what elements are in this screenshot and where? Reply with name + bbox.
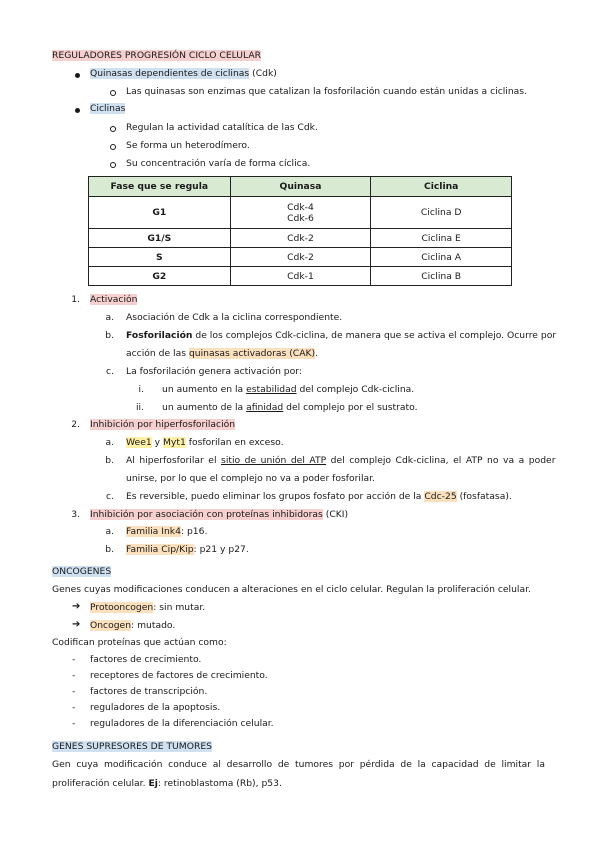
table-cell-ciclina: Ciclina E bbox=[371, 229, 512, 248]
highlight-myt1: Myt1 bbox=[162, 437, 186, 448]
sub-bullet-circle bbox=[110, 126, 116, 132]
bullet-dot bbox=[75, 108, 80, 113]
bold-term: Fosforilación bbox=[126, 330, 193, 341]
table-row bbox=[89, 248, 512, 267]
table-cell-fase: S bbox=[89, 248, 231, 267]
list-letter: a. bbox=[105, 526, 114, 537]
text-run: (CKI) bbox=[322, 509, 349, 520]
highlight-cak: quinasas activadoras (CAK) bbox=[188, 348, 316, 359]
bullet-dot bbox=[75, 73, 80, 78]
sub-bullet-text: Se forma un heterodímero. bbox=[126, 140, 250, 151]
dash-icon: - bbox=[72, 670, 76, 681]
list-text bbox=[162, 384, 414, 395]
text-run: y bbox=[151, 437, 163, 448]
dash-icon: - bbox=[72, 686, 76, 697]
table-header: Ciclina bbox=[371, 177, 512, 197]
supresores-text bbox=[52, 755, 545, 793]
list-letter: b. bbox=[105, 455, 114, 466]
text-run: (fosfatasa). bbox=[456, 491, 512, 502]
sub-bullet-circle bbox=[110, 162, 116, 168]
list-roman: i. bbox=[138, 384, 144, 395]
table-cell-quinasa: Cdk-2 bbox=[230, 229, 371, 248]
table-header: Fase que se regula bbox=[89, 177, 231, 197]
list-letter: c. bbox=[106, 366, 114, 377]
bullet-ciclinas-label: Ciclinas bbox=[90, 103, 126, 114]
list-text-cont bbox=[126, 348, 318, 359]
table-cell-quinasa: Cdk-1 bbox=[230, 267, 371, 286]
text-run: acción de las bbox=[126, 348, 189, 359]
list-text bbox=[126, 544, 249, 555]
arrow-icon: ➔ bbox=[72, 619, 81, 630]
text-run: Es reversible, puedo eliminar los grupos fosfato por acción de la bbox=[126, 491, 425, 502]
text-run: del complejo Cdk-ciclina. bbox=[296, 384, 415, 395]
sub-bullet-text: Las quinasas son enzimas que catalizan la fosforilación cuando están unidas a ciclinas. bbox=[126, 86, 528, 97]
list-letter: b. bbox=[105, 330, 114, 341]
text-run: Gen cuya modificación conduce al desarrollo de tumores por pérdida de la capacidad de limitar la proliferación celular. bbox=[52, 759, 545, 789]
table-cell-ciclina: Ciclina D bbox=[371, 197, 512, 229]
highlight-protooncogen: Protooncogen bbox=[90, 602, 154, 613]
dash-icon: - bbox=[72, 654, 76, 665]
bullet-cdk-label: Quinasas dependientes de ciclinas bbox=[90, 68, 250, 79]
dash-item: factores de crecimiento. bbox=[90, 654, 202, 665]
table-cell-fase: G1 bbox=[89, 197, 231, 229]
codifican-text: Codifican proteínas que actúan como: bbox=[52, 637, 227, 648]
text-run: del complejo por el sustrato. bbox=[283, 402, 418, 413]
dash-item: receptores de factores de crecimiento. bbox=[90, 670, 268, 681]
list-text: La fosforilación genera activación por: bbox=[126, 366, 302, 377]
sub-bullet-text: Regulan la actividad catalítica de las Cdk. bbox=[126, 122, 318, 133]
text-run: : p16. bbox=[180, 526, 208, 537]
bullet-cdk bbox=[90, 68, 277, 79]
highlight-oncogen: Oncogen bbox=[90, 620, 132, 631]
table-header-row bbox=[89, 177, 512, 197]
table-row bbox=[89, 267, 512, 286]
dash-item: reguladores de la diferenciación celular. bbox=[90, 718, 274, 729]
text-run: del complejo Cdk-ciclina, el ATP no va a poder bbox=[326, 455, 556, 466]
list-number: 1. bbox=[71, 294, 80, 305]
text-run: de los complejos Cdk-ciclina, de manera que se activa el complejo. Ocurre por bbox=[192, 330, 557, 341]
list-title-hiperfosforilacion: Inhibición por hiperfosforilación bbox=[90, 419, 236, 430]
highlight-cip-kip: Familia Cip/Kip bbox=[126, 544, 194, 555]
underlined-term: sitio de unión del ATP bbox=[221, 455, 327, 466]
text-run: un aumento de la bbox=[162, 402, 247, 413]
list-text bbox=[126, 526, 207, 537]
table-cell-fase: G2 bbox=[89, 267, 231, 286]
underlined-term: afinidad bbox=[246, 402, 284, 413]
sub-bullet-circle bbox=[110, 90, 116, 96]
text-run: : p21 y p27. bbox=[193, 544, 249, 555]
highlight-cdc25: Cdc-25 bbox=[424, 491, 457, 502]
list-letter: a. bbox=[105, 312, 114, 323]
quinasa-line: Cdk-4 bbox=[287, 201, 314, 213]
arrow-item bbox=[90, 602, 205, 613]
text-run: Al hiperfosforilar el bbox=[126, 455, 222, 466]
list-title-activacion: Activación bbox=[90, 294, 138, 305]
highlight-wee1: Wee1 bbox=[126, 437, 152, 448]
arrow-item bbox=[90, 620, 175, 631]
highlight-ink4: Familia Ink4 bbox=[126, 526, 181, 537]
list-text bbox=[162, 402, 418, 413]
dash-icon: - bbox=[72, 718, 76, 729]
list-text bbox=[126, 437, 284, 448]
bullet-cdk-suffix: (Cdk) bbox=[249, 68, 277, 79]
list-number: 3. bbox=[71, 509, 80, 520]
table-header: Quinasa bbox=[230, 177, 371, 197]
cdk-ciclina-table bbox=[88, 176, 512, 286]
list-letter: c. bbox=[106, 491, 114, 502]
text-run: : retinoblastoma (Rb), p53. bbox=[157, 778, 282, 789]
table-cell-quinasa: Cdk-2 bbox=[230, 248, 371, 267]
section-title-reguladores: REGULADORES PROGRESIÓN CICLO CELULAR bbox=[52, 50, 262, 61]
sub-bullet-circle bbox=[110, 144, 116, 150]
text-run: : mutado. bbox=[131, 620, 176, 631]
arrow-icon: ➔ bbox=[72, 601, 81, 612]
dash-icon: - bbox=[72, 702, 76, 713]
oncogenes-intro: Genes cuyas modificaciones conducen a alteraciones en el ciclo celular. Regulan la proliferación celular. bbox=[52, 584, 531, 595]
list-letter: b. bbox=[105, 544, 114, 555]
table-cell-ciclina: Ciclina A bbox=[371, 248, 512, 267]
sub-bullet-text: Su concentración varía de forma cíclica. bbox=[126, 158, 311, 169]
text-run: un aumento en la bbox=[162, 384, 247, 395]
list-text bbox=[126, 491, 512, 502]
section-title-supresores: GENES SUPRESORES DE TUMORES bbox=[52, 741, 212, 752]
list-text bbox=[126, 455, 555, 466]
list-number: 2. bbox=[71, 419, 80, 430]
table-cell-quinasa bbox=[230, 197, 371, 229]
text-run: fosforilan en exceso. bbox=[185, 437, 284, 448]
list-letter: a. bbox=[105, 437, 114, 448]
table-cell-ciclina: Ciclina B bbox=[371, 267, 512, 286]
text-run: : sin mutar. bbox=[153, 602, 206, 613]
bold-term: Ej bbox=[148, 778, 158, 789]
list-text bbox=[126, 330, 556, 341]
section-title-oncogenes: ONCOGENES bbox=[52, 566, 112, 577]
dash-item: reguladores de la apoptosis. bbox=[90, 702, 221, 713]
text-run: . bbox=[315, 348, 319, 359]
list-roman: ii. bbox=[135, 402, 144, 413]
highlight-title: Inhibición por asociación con proteínas inhibidoras bbox=[90, 509, 323, 520]
table-row bbox=[89, 229, 512, 248]
dash-item: factores de transcripción. bbox=[90, 686, 208, 697]
table-row bbox=[89, 197, 512, 229]
list-text: Asociación de Cdk a la ciclina correspondiente. bbox=[126, 312, 343, 323]
underlined-term: estabilidad bbox=[246, 384, 297, 395]
list-text-cont: unirse, por lo que el complejo no va a poder fosforilar. bbox=[126, 473, 376, 484]
list-title-cki bbox=[90, 509, 348, 520]
quinasa-line: Cdk-6 bbox=[287, 212, 314, 224]
table-cell-fase: G1/S bbox=[89, 229, 231, 248]
